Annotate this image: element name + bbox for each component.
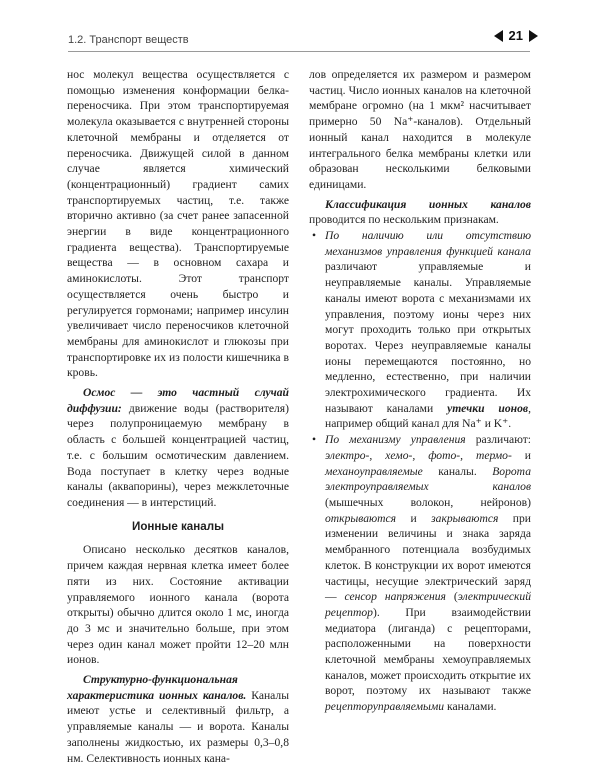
b2-text-9: каналами. bbox=[444, 700, 497, 714]
term-structure: Структурно-функциональная характеристика ионных каналов. bbox=[67, 673, 247, 702]
classification-text: проводится по нескольким признакам. bbox=[309, 213, 499, 227]
b2-text-7: ( bbox=[445, 590, 458, 604]
b2-text-1: различают: bbox=[465, 433, 531, 447]
b1-end: , например общий канал для Na⁺ и K⁺. bbox=[325, 401, 531, 431]
section-heading: Ионные каналы bbox=[132, 519, 224, 533]
paragraph-continuation-right: лов определяется их размером и размером частиц. Число ионных каналов на клеточной мембране огромно (на 1 мкм² насчитывает примерно 50 Na⁺-каналов). Отдельный ионный канал находится в молекуле интегрального белка мембраны клетки или образован несколькими белковыми единицами. bbox=[309, 68, 531, 191]
paragraph-classification bbox=[309, 197, 531, 228]
b2-text-2: и bbox=[511, 448, 531, 462]
paragraph-ion-channels: Описано несколько десятков каналов, причем каждая нервная клетка имеет более пяти из них. Состояние активации управляемого ионного канала (ворота открыты) обычно длится около 1 мс, иногда до 3 мс и значительно больше, при этом через один канал может пройти 12–20 млн ионов. bbox=[67, 543, 289, 667]
left-column bbox=[67, 67, 289, 766]
list-item bbox=[309, 432, 531, 715]
b2-text-4: (мышечных волокон, нейронов) bbox=[325, 495, 531, 509]
b2-italic-6: закрываются bbox=[431, 511, 499, 525]
right-column bbox=[309, 67, 531, 715]
list-item bbox=[309, 228, 531, 432]
page-navigation bbox=[494, 28, 538, 43]
b2-italic-1: По механизму управления bbox=[325, 433, 466, 447]
paragraph-structure bbox=[67, 672, 289, 766]
section-title: 1.2. Транспорт веществ bbox=[68, 34, 189, 46]
b2-italic-2: электро-, хемо-, фото-, термо- bbox=[325, 448, 512, 462]
term-osmosis: Осмос bbox=[83, 386, 116, 400]
classification-list bbox=[309, 228, 531, 715]
term-classification: Классификация ионных каналов bbox=[325, 197, 531, 211]
bullet-icon: • bbox=[312, 433, 317, 447]
page-number: 21 bbox=[508, 28, 523, 43]
paragraph-osmosis bbox=[67, 385, 289, 511]
b2-italic-4: Ворота электроуправляемых каналов bbox=[325, 464, 531, 494]
triangle-left-icon bbox=[494, 30, 503, 42]
osmosis-definition-text: движение воды (растворителя) через полупроницаемую мембрану в область с большей концентрацией частиц, т.е. с большим осмотическим давлением. Вода поступает в клетку через водные каналы (аквапорины), через межклеточные соединения — в интерстиций. bbox=[67, 401, 289, 509]
paragraph-continuation: нос молекул вещества осуществляется с помощью изменения конформации белка-переносчика. При этом транспортируемая молекула оказывается с внутренней стороны клеточной мембраны и отделяется от переносчика. Движущей силой в данном случае является химический (концентрационный) градиент самих транспортируемых частиц, т.е. также вторично активно (за счет ранее запасенной энергии в виде концентрационного градиента вещества). Транспортируемые вещества — в основном сахара и аминокислоты. Этот транспорт осуществляется очень быстро и регулируется гормонами; например инсулин увеличивает число переносчиков клеточной мембраны для аминокислот и глюкозы при транспортировке их из полости кишечника в кровь. bbox=[67, 68, 289, 380]
b2-text-3: каналы. bbox=[422, 464, 493, 478]
triangle-right-icon bbox=[529, 30, 538, 42]
b2-italic-9: рецепторуправляемыми bbox=[325, 700, 445, 714]
b2-text-6: при изменении величины и знака заряда мембранного потенциала возбудимых клеток. В конструкции их ворот имеются частицы, несущие электрический заряд — bbox=[325, 511, 531, 604]
b2-text-8: ). При взаимодействии медиатора (лиганда) с рецепторами, расположенными на поверхности клеточной мембраны хемоуправляемых каналов, может происходить открытие их ворот, поэтому их называют также bbox=[325, 605, 531, 698]
osmosis-definition-italic: — это частный случай диффузии: bbox=[67, 386, 289, 415]
b1-italic: По наличию или отсутствию механизмов управления функцией канала bbox=[325, 229, 531, 258]
b2-italic-7: сенсор напряжения bbox=[344, 590, 446, 604]
b2-text-5: и bbox=[396, 511, 432, 525]
b2-italic-8: электрический рецептор bbox=[325, 590, 531, 619]
bullet-icon: • bbox=[312, 229, 317, 243]
running-header bbox=[68, 24, 530, 52]
structure-text: Каналы имеют устье и селективный фильтр, а управляемые каналы — и ворота. Каналы заполнены жидкостью, их размеры 0,3–0,8 нм. Селективность ионных кана- bbox=[67, 688, 289, 765]
b1-text: различают управляемые и неуправляемые каналы. Управляемые каналы имеют ворота с механизмами их управления, поэтому ионы через них могут проходить только при открытых воротах. Через неуправляемые каналы ионы перемещаются постоянно, но медленно, естественно, при наличии электрохимического градиента. Их называют каналами bbox=[325, 260, 531, 415]
b2-italic-3: механоуправляемые bbox=[325, 464, 423, 478]
b2-italic-5: открываются bbox=[325, 511, 397, 525]
term-leak-channels: утечки ионов bbox=[447, 401, 529, 415]
